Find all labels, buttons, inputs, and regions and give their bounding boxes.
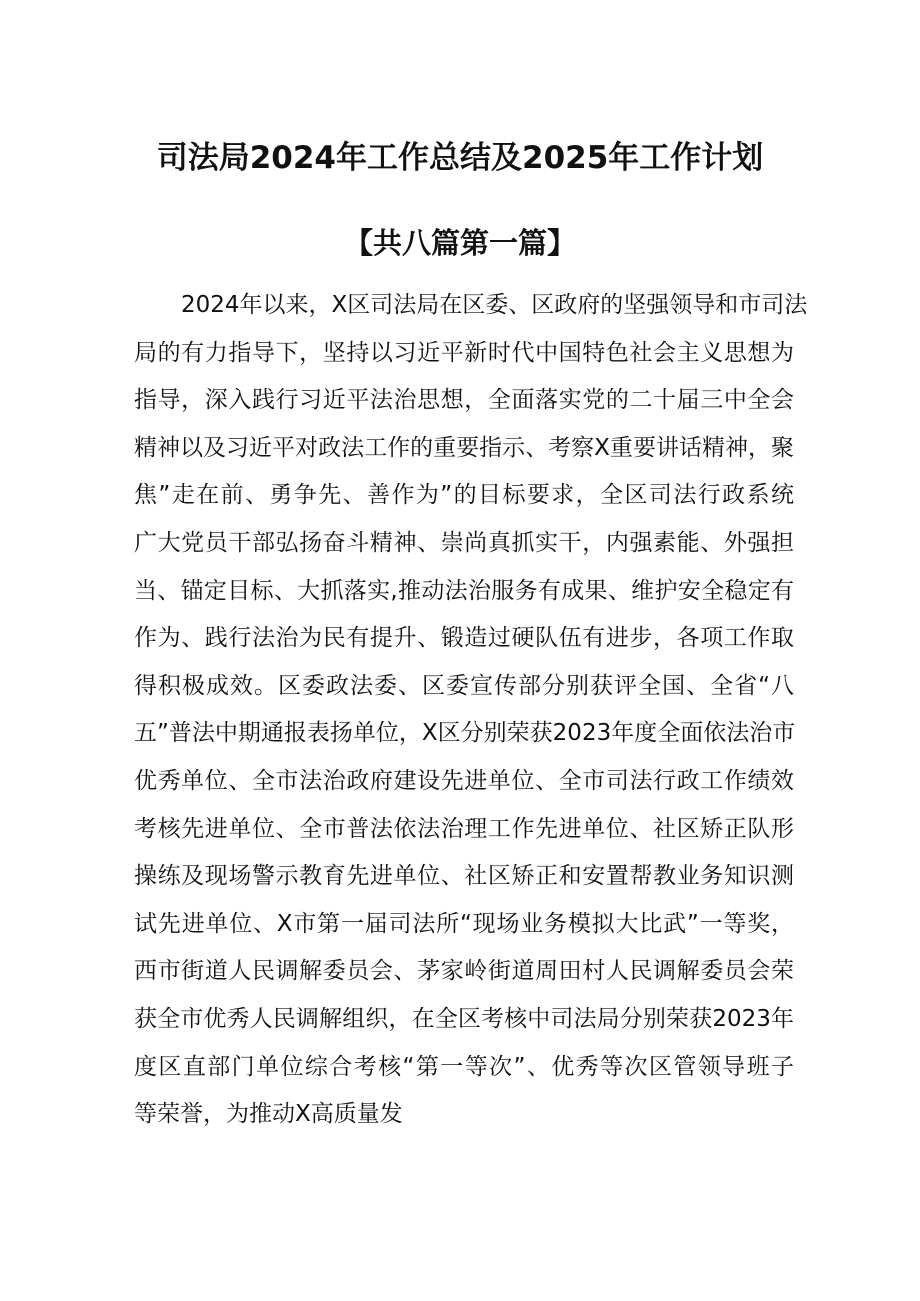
paragraph-line: 广大党员干部弘扬奋斗精神、崇尚真抓实干，内强素能、外强担	[134, 529, 794, 556]
paragraph-line: 等荣誉，为推动X高质量发	[134, 1101, 403, 1128]
paragraph-line: 局的有力指导下，坚持以习近平新时代中国特色社会主义思想为	[134, 339, 794, 366]
paragraph-line: 2024年以来，X区司法局在区委、区政府的坚强领导和市司法	[181, 292, 808, 318]
paragraph-line: 作为、践行法治为民有提升、锻造过硬队伍有进步，各项工作取	[134, 625, 794, 652]
paragraph-line: 五”普法中期通报表扬单位，X区分别荣获2023年度全面依法治市	[134, 720, 796, 747]
paragraph-line: 当、锚定目标、大抓落实,推动法治服务有成果、维护安全稳定有	[134, 577, 794, 604]
paragraph-line: 得积极成效。区委政法委、区委宣传部分别获评全国、全省“八	[134, 672, 794, 699]
paragraph-line: 操练及现场警示教育先进单位、社区矫正和安置帮教业务知识测	[134, 863, 794, 890]
paragraph-line: 考核先进单位、全市普法依法治理工作先进单位、社区矫正队形	[134, 815, 794, 842]
paragraph-line: 精神以及习近平对政法工作的重要指示、考察X重要讲话精神，聚	[134, 434, 794, 461]
paragraph-line: 西市街道人民调解委员会、茅家岭街道周田村人民调解委员会荣	[134, 958, 794, 985]
paragraph-line: 指导，深入践行习近平法治思想，全面落实党的二十届三中全会	[134, 387, 794, 414]
paragraph-line: 获全市优秀人民调解组织，在全区考核中司法局分别荣获2023年	[134, 1005, 794, 1032]
document-subtitle: 【共八篇第一篇】	[343, 226, 576, 260]
body-paragraph	[134, 282, 808, 1139]
paragraph-line: 优秀单位、全市法治政府建设先进单位、全市司法行政工作绩效	[134, 767, 794, 794]
document-title: 司法局2024年工作总结及2025年工作计划	[156, 140, 764, 176]
paragraph-line: 度区直部门单位综合考核“第一等次”、优秀等次区管领导班子	[134, 1053, 794, 1080]
paragraph-line: 试先进单位、X市第一届司法所“现场业务模拟大比武”一等奖，	[134, 910, 794, 937]
paragraph-line: 焦”走在前、勇争先、善作为”的目标要求，全区司法行政系统	[134, 482, 794, 509]
